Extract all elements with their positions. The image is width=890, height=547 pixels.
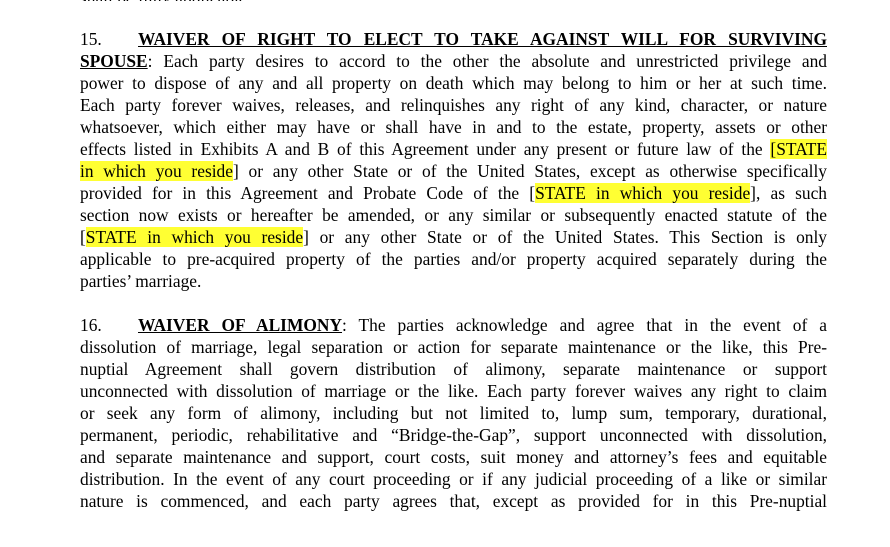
section-15-line: provided for in this Agreement and Probate Code of the [STATE in which you reside], as such — [80, 183, 827, 203]
section-15-line: parties’ marriage. — [80, 271, 202, 291]
highlighted-placeholder: STATE in which you reside — [85, 227, 304, 247]
section-16-number: 16. — [80, 315, 102, 335]
section-16-line: unconnected with dissolution of marriage or the like. Each party forever waives any right to claim — [80, 381, 827, 401]
section-15-line: effects listed in Exhibits A and B of this Agreement under any present or future law of the [STATE — [80, 139, 827, 159]
top-partial-line — [80, 0, 827, 1]
section-15-line: [STATE in which you reside] or any other State or of the United States. This Section is only — [80, 227, 827, 247]
section-15-heading-line — [80, 28, 827, 50]
top-partial-text — [80, 0, 251, 1]
section-15-title-cont: SPOUSE — [80, 51, 148, 71]
section-15-line: in which you reside] or any other State or of the United States, except as otherwise specifically — [80, 161, 827, 181]
section-16-line: and separate maintenance and support, court costs, suit money and attorney’s fees and equitable — [80, 447, 827, 467]
section-16-line: permanent, periodic, rehabilitative and “Bridge-the-Gap”, support unconnected with dissolution, — [80, 425, 827, 445]
section-15-line: Each party forever waives, releases, and relinquishes any right of any kind, character, or nature — [80, 95, 827, 115]
section-15-line: applicable to pre-acquired property of the parties and/or property acquired separately during the — [80, 249, 827, 269]
section-15-number: 15. — [80, 29, 102, 49]
section-15-title: WAIVER OF RIGHT TO ELECT TO TAKE AGAINST WILL FOR SURVIVING — [138, 29, 827, 49]
section-16-title: WAIVER OF ALIMONY — [138, 315, 343, 335]
section-16-heading-line: 16. WAIVER OF ALIMONY: The parties acknowledge and agree that in the event of a — [80, 315, 827, 335]
section-16-line: distribution. In the event of any court proceeding or if any judicial proceeding of a like or similar — [80, 469, 827, 489]
highlighted-placeholder: [STATE — [770, 139, 827, 159]
section-15-line: SPOUSE: Each party desires to accord to the other the absolute and unrestricted privilege and — [80, 51, 827, 71]
section-15-line: whatsoever, which either may have or shall have in and to the estate, property, assets or other — [80, 117, 827, 137]
section-16-line: dissolution of marriage, legal separation or action for separate maintenance or the like, this Pre- — [80, 337, 827, 357]
highlighted-placeholder: in which you reside — [80, 161, 233, 181]
section-15-line: power to dispose of any and all property on death which may belong to him or her at such time. — [80, 73, 827, 93]
highlighted-placeholder: STATE in which you reside — [535, 183, 751, 203]
section-15-line: section now exists or hereafter be amended, or any similar or subsequently enacted statute of the — [80, 205, 827, 225]
section-16-line: or seek any form of alimony, including but not limited to, lump sum, temporary, durational, — [80, 403, 827, 423]
section-16-line: nature is commenced, and each party agrees that, except as provided for in this Pre-nuptial — [80, 491, 827, 511]
section-16-line: nuptial Agreement shall govern distribution of alimony, separate maintenance or support — [80, 359, 827, 379]
